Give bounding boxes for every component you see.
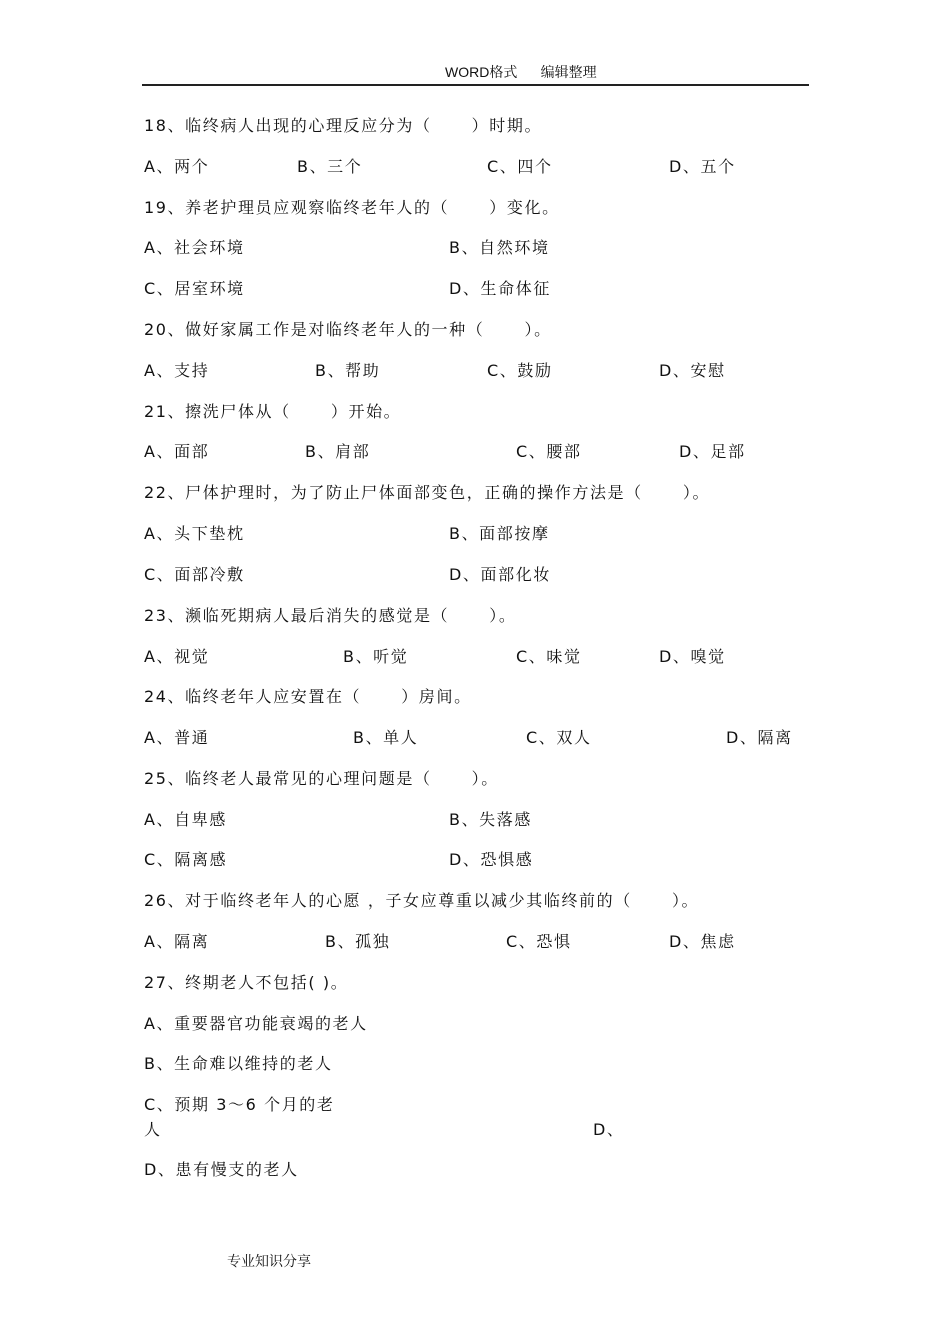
- q18-option-b: B、三个: [297, 157, 363, 176]
- q20-option-a: A、支持: [144, 361, 210, 380]
- question-21-stem: 21、擦洗尸体从（ ）开始。: [144, 402, 402, 421]
- q20-option-b: B、帮助: [315, 361, 381, 380]
- q24-option-c: C、双人: [526, 728, 592, 747]
- q19-option-d: D、生命体征: [449, 279, 551, 298]
- q27-option-c-line2: 人: [144, 1120, 162, 1139]
- question-27-stem: 27、终期老人不包括( )。: [144, 973, 349, 992]
- q20-option-d: D、安慰: [659, 361, 726, 380]
- q19-option-c: C、居室环境: [144, 279, 245, 298]
- q27-stray-d-label: D、: [593, 1120, 625, 1139]
- question-20-stem: 20、做好家属工作是对临终老年人的一种（ ）。: [144, 320, 552, 339]
- q27-option-c-line1: C、预期 3～6 个月的老: [144, 1095, 335, 1114]
- q22-option-a: A、头下垫枕: [144, 524, 245, 543]
- header-text: WORD格式 编辑整理: [445, 64, 597, 80]
- q22-option-b: B、面部按摩: [449, 524, 550, 543]
- question-23-stem: 23、濒临死期病人最后消失的感觉是（ ）。: [144, 606, 517, 625]
- q20-option-c: C、鼓励: [487, 361, 553, 380]
- q25-option-b: B、失落感: [449, 810, 532, 829]
- page-header: [142, 58, 809, 86]
- q21-option-b: B、肩部: [305, 442, 371, 461]
- q23-option-d: D、嗅觉: [659, 647, 726, 666]
- q27-option-d: D、患有慢支的老人: [144, 1160, 299, 1179]
- q26-option-b: B、孤独: [325, 932, 391, 951]
- q22-option-c: C、面部冷敷: [144, 565, 245, 584]
- q18-option-a: A、两个: [144, 157, 210, 176]
- q26-option-d: D、焦虑: [669, 932, 736, 951]
- q24-option-d: D、隔离: [726, 728, 793, 747]
- q26-option-a: A、隔离: [144, 932, 210, 951]
- q27-option-a: A、重要器官功能衰竭的老人: [144, 1014, 368, 1033]
- q19-option-a: A、社会环境: [144, 238, 245, 257]
- question-24-stem: 24、临终老年人应安置在（ ）房间。: [144, 687, 472, 706]
- q23-option-b: B、听觉: [343, 647, 409, 666]
- q21-option-d: D、足部: [679, 442, 746, 461]
- q25-option-d: D、恐惧感: [449, 850, 534, 869]
- q25-option-c: C、隔离感: [144, 850, 228, 869]
- question-26-stem: 26、对于临终老年人的心愿 ，子女应尊重以减少其临终前的（ ）。: [144, 891, 700, 910]
- q26-option-c: C、恐惧: [506, 932, 572, 951]
- question-25-stem: 25、临终老人最常见的心理问题是（ ）。: [144, 769, 499, 788]
- q23-option-a: A、视觉: [144, 647, 210, 666]
- q24-option-b: B、单人: [353, 728, 419, 747]
- q23-option-c: C、味觉: [516, 647, 582, 666]
- page-footer: 专业知识分享: [227, 1253, 311, 1269]
- question-18-stem: 18、临终病人出现的心理反应分为（ ）时期。: [144, 116, 543, 135]
- q21-option-a: A、面部: [144, 442, 210, 461]
- question-19-stem: 19、养老护理员应观察临终老年人的（ ）变化。: [144, 198, 560, 217]
- q19-option-b: B、自然环境: [449, 238, 550, 257]
- q21-option-c: C、腰部: [516, 442, 582, 461]
- q18-option-c: C、四个: [487, 157, 553, 176]
- q27-option-b: B、生命难以维持的老人: [144, 1054, 333, 1073]
- question-22-stem: 22、尸体护理时，为了防止尸体面部变色，正确的操作方法是（ ）。: [144, 483, 711, 502]
- q18-option-d: D、五个: [669, 157, 736, 176]
- q24-option-a: A、普通: [144, 728, 210, 747]
- q25-option-a: A、自卑感: [144, 810, 227, 829]
- q22-option-d: D、面部化妆: [449, 565, 551, 584]
